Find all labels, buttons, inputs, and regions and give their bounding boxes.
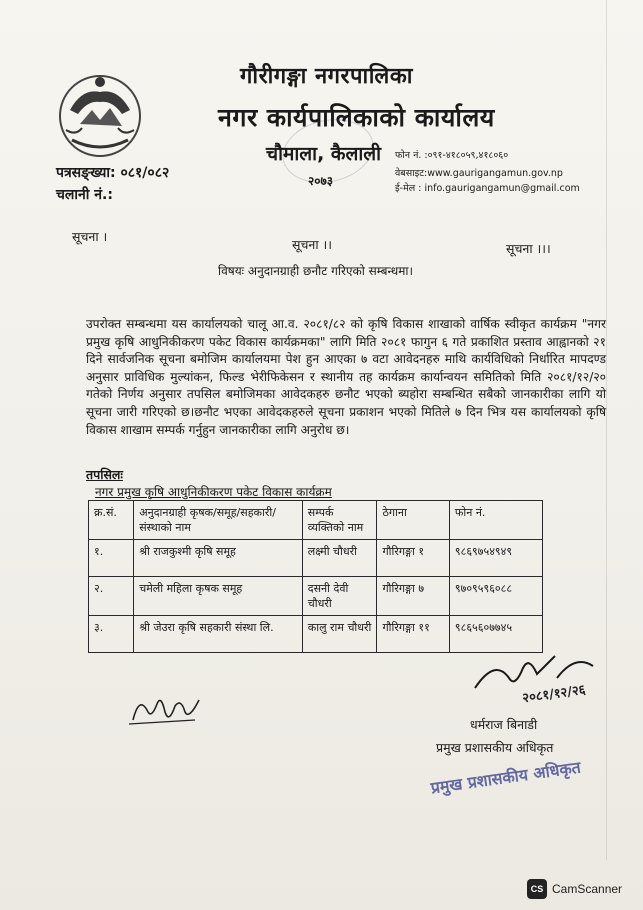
cell-serial: ३. [89,616,134,653]
municipality-name: गौरीगङ्गा नगरपालिका [240,64,413,89]
cell-address: गौरिगङ्गा ७ [377,577,449,616]
page-fold-line [606,0,607,860]
cell-grantee-name: श्री राजकुश्मी कृषि समूह [134,540,303,577]
camscanner-watermark: CamScanner [552,882,623,896]
contact-phone: फोन नं. :०९१-४१८०५९,४१८०६० [395,150,509,161]
table-row [89,616,543,653]
notice-label-1: सूचना । [72,229,108,244]
schedule-label: तपसिलः [86,467,123,482]
header-serial: क्र.सं. [89,501,134,540]
left-signature [125,690,205,730]
contact-website: वेबसाइट:www.gaurigangamun.gov.np [395,168,563,179]
table-row [89,577,543,616]
header-address: ठेगाना [377,501,449,540]
notice-label-2: सूचना ।। [292,237,333,252]
contact-email: ई-मेल : info.gaurigangamun@gmail.com [395,183,580,194]
table-row [89,540,543,577]
signature-date: २०८१/१२/२६ [521,682,587,707]
officer-designation: प्रमुख प्रशासकीय अधिकृत [436,740,554,755]
cell-serial: २. [89,577,134,616]
cell-grantee-name: श्री जेउरा कृषि सहकारी संस्था लि. [134,616,303,653]
selected-applicants-table [88,500,543,653]
cell-grantee-name: चमेली महिला कृषक समूह [134,577,303,616]
subject-line: विषयः अनुदानग्राही छनौट गरिएको सम्बन्धमा। [218,264,414,278]
table-header-row [89,501,543,540]
notice-body: उपरोक्त सम्बन्धमा यस कार्यालयको चालू आ.व. २०८१/८२ को कृषि विकास शाखाको वार्षिक स्वीकृत कार्यक्रम "नगर प्रमुख कृषि आधुनिकीकरण पकेट विकास कार्यक्रमका" लागि मिति २०८१ फागुन ६ गते प्रकाशित प्रस्ताव आह्वानको २१ दिने सार्वजनिक सूचना बमोजिम कार्यालयमा पेश हुन आएका ७ वटा आवेदनहरु माथि कार्यविधिको निर्धारित मापदण्ड अनुसार प्राविधिक मुल्यांकन, फिल्ड भेरीफिकेसन र स्थानीय तह कार्यक्रम कार्यान्वयन समितिको मिति २०८१/१२/२० गतेको निर्णय अनुसार तपसिल बमोजिमका आवेदकहरु छनौट भएको ब्यहोरा सम्बन्धित सबैको जानकारीका लागि यो सूचना जारी गरिएको छ।छनौट भएका आवेदकहरुले सूचना प्रकाशन भएको मितिले ७ दिन भित्र यस कार्यालयको कृषि विकास शाखाम सम्पर्क गर्नुहुन जानकारीका लागि अनुरोध छ। [86,317,606,437]
dispatch-number: चलानी नं.: [56,187,113,203]
cell-serial: १. [89,540,134,577]
nepal-emblem-icon [52,70,148,162]
office-location: चौमाला, कैलाली [266,143,382,165]
officer-name: धर्मराज बिनाडी [470,717,538,732]
header-grantee-name: अनुदानग्राही कृषक/समूह/सहकारी/ संस्थाको नाम [134,501,303,540]
established-year: २०७३ [308,174,333,188]
camscanner-logo-icon: CS [527,879,547,899]
program-title: नगर प्रमुख कृषि आधुनिकीकरण पकेट विकास कार्यक्रम [95,485,332,499]
cell-phone: ९८६५६०७७४५ [449,616,542,653]
header-contact-person: सम्पर्क व्यक्तिको नाम [302,501,377,540]
office-name: नगर कार्यपालिकाको कार्यालय [218,103,495,132]
cell-phone: ९८६९७५४९४९ [449,540,542,577]
cell-address: गौरिगङ्गा १ [377,540,449,577]
cell-contact-person: लक्ष्मी चौधरी [302,540,377,577]
cell-contact-person: कालु राम चौधरी [302,616,377,653]
reference-number: पत्रसङ्ख्या: ०८१/०८२ [56,165,170,181]
notice-label-3: सूचना ।।। [506,241,551,256]
cell-contact-person: दसनी देवी चौधरी [302,577,377,616]
cell-phone: ९७०९५९६०८८ [449,577,542,616]
header-phone: फोन नं. [449,501,542,540]
officer-stamp: प्रमुख प्रशासकीय अधिकृत [429,757,582,798]
cell-address: गौरिगङ्गा ११ [377,616,449,653]
